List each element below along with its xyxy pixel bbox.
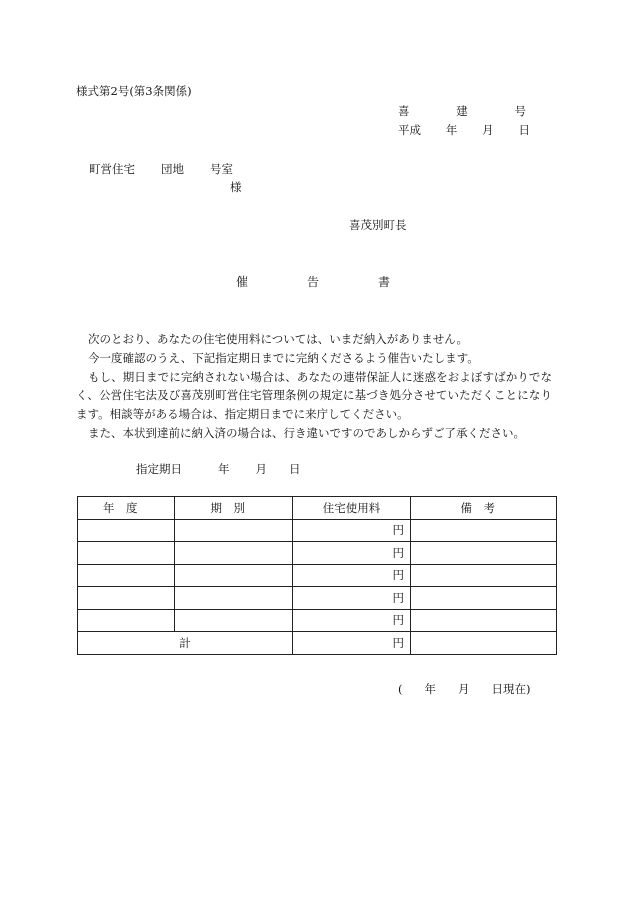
recipient-room: 号室 [210, 162, 233, 176]
cell-fiscal-year [78, 542, 175, 565]
total-label: 計 [78, 632, 293, 655]
cell-fiscal-year [78, 564, 175, 587]
total-remarks [411, 632, 557, 655]
date-day: 日 [518, 123, 530, 137]
recipient-honorific: 様 [230, 180, 242, 194]
cell-fiscal-year [78, 587, 175, 610]
as-of-day: 日現在) [491, 682, 531, 696]
body-paragraph-1: 次のとおり、あなたの住宅使用料については、いまだ納入がありません。 [88, 332, 468, 346]
as-of-month: 月 [458, 682, 470, 696]
date-year: 年 [445, 123, 458, 137]
header-rent: 住宅使用料 [293, 497, 411, 520]
table-total-row [78, 632, 557, 655]
cell-period [175, 519, 293, 542]
document-date-line [398, 123, 530, 137]
date-month: 月 [482, 123, 494, 137]
cell-fiscal-year [78, 609, 175, 632]
title-char-2: 告 [306, 275, 319, 289]
header-fiscal-year: 年度 [78, 497, 175, 520]
due-date-day: 日 [289, 462, 301, 476]
as-of-date [398, 682, 531, 696]
number-go: 号 [514, 104, 526, 118]
cell-rent: 円 [293, 587, 411, 610]
title-char-3: 書 [377, 275, 390, 289]
as-of-year: 年 [424, 682, 436, 696]
cell-rent: 円 [293, 564, 411, 587]
number-ken: 建 [456, 104, 468, 118]
sender-name: 喜茂別町長 [349, 218, 407, 232]
body-paragraph-2: 今一度確認のうえ、下記指定期日までに完納くださるよう催告いたします。 [88, 350, 479, 365]
cell-fiscal-year [78, 519, 175, 542]
cell-remarks [411, 609, 557, 632]
recipient-complex: 団地 [161, 162, 184, 176]
cell-period [175, 542, 293, 565]
cell-rent: 円 [293, 519, 411, 542]
total-rent: 円 [293, 632, 411, 655]
body-paragraph-4: また、本状到達前に納入済の場合は、行き違いですのであしからずご了承ください。 [88, 425, 525, 440]
document-number-line [398, 104, 526, 118]
fee-table [77, 496, 557, 655]
cell-rent: 円 [293, 609, 411, 632]
body-paragraph-3: もし、期日までに完納されない場合は、あなたの連帯保証人に迷惑をおよぼすばかりでなく、公営住宅法及び喜茂別町営住宅管理条例の規定に基づき処分させていただくことになります。相談等がある場合は、指定期日までに来庁してください。 [76, 369, 552, 422]
due-date-label: 指定期日 [136, 462, 182, 476]
cell-remarks [411, 519, 557, 542]
table-row [78, 587, 557, 610]
table-row [78, 609, 557, 632]
due-date-line [136, 462, 301, 476]
number-prefix: 喜 [398, 104, 410, 118]
as-of-open: ( [398, 682, 403, 696]
due-date-year: 年 [218, 462, 230, 476]
cell-period [175, 564, 293, 587]
recipient-town: 町営住宅 [89, 162, 135, 176]
table-row [78, 564, 557, 587]
form-number-label: 様式第2号(第3条関係) [76, 84, 192, 98]
recipient-address [89, 162, 233, 176]
due-date-month: 月 [255, 462, 267, 476]
cell-remarks [411, 587, 557, 610]
header-remarks: 備考 [411, 497, 557, 520]
header-period: 期別 [175, 497, 293, 520]
cell-period [175, 587, 293, 610]
date-era: 平成 [398, 123, 421, 137]
cell-remarks [411, 542, 557, 565]
cell-rent: 円 [293, 542, 411, 565]
cell-remarks [411, 564, 557, 587]
notice-body [76, 330, 552, 443]
table-row [78, 519, 557, 542]
title-char-1: 催 [236, 275, 249, 289]
table-header-row [78, 497, 557, 520]
cell-period [175, 609, 293, 632]
table-row [78, 542, 557, 565]
document-title [236, 275, 390, 289]
